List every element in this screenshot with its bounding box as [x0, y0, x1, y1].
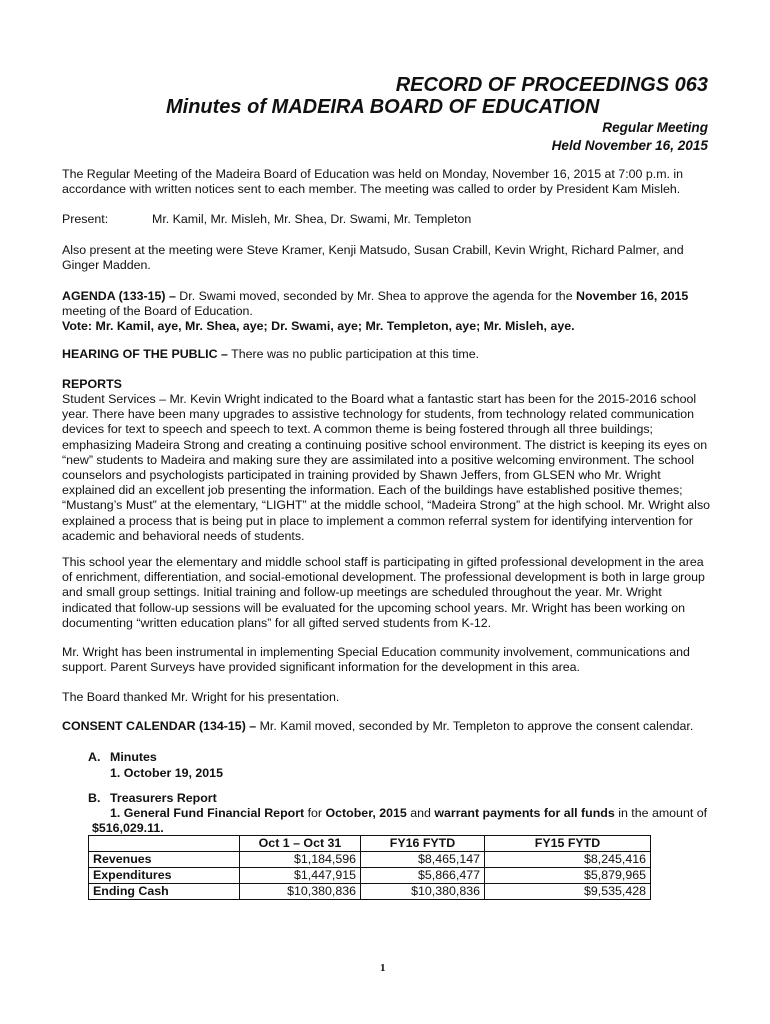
- table-cell: $5,866,477: [361, 868, 485, 884]
- table-cell: $8,465,147: [361, 852, 485, 868]
- table-cell: $5,879,965: [485, 868, 651, 884]
- table-cell: $9,535,428: [485, 884, 651, 900]
- row-label: Ending Cash: [89, 884, 240, 900]
- reports-paragraph-2: This school year the elementary and middle school staff is participating in gifted professional development in the area of enrichment, differentiation, and social-emotional development. The professional development is both in large group and small group settings. Initial training and follow-up meetings are scheduled throughout the year. Mr. Wright indicated that follow-up sessions will be evaluated for the upcoming school years. Mr. Wright has been working on documenting “written education plans” for all gifted served students from K-12.: [62, 555, 705, 630]
- meeting-type: Regular Meeting: [602, 120, 708, 135]
- reports-paragraph-3: Mr. Wright has been instrumental in implementing Special Education community involvement, communications and support. Parent Surveys have provided significant information for the development in this area.: [62, 645, 690, 675]
- present-names: Mr. Kamil, Mr. Misleh, Mr. Shea, Dr. Swami, Mr. Templeton: [152, 212, 472, 226]
- table-row: [89, 852, 651, 868]
- row-label: Expenditures: [89, 868, 240, 884]
- item-a-title: Minutes: [110, 750, 157, 764]
- table-cell: $10,380,836: [240, 884, 361, 900]
- treasurer-warrant: warrant payments for all funds: [434, 806, 615, 820]
- consent-item-a: [88, 750, 157, 764]
- table-header-cell: FY15 FYTD: [485, 836, 651, 852]
- table-cell: $8,245,416: [485, 852, 651, 868]
- table-header-row: [89, 836, 651, 852]
- table-header-cell: FY16 FYTD: [361, 836, 485, 852]
- minutes-title: Minutes of MADEIRA BOARD OF EDUCATION: [166, 96, 600, 118]
- agenda-date: November 16, 2015: [576, 289, 689, 303]
- item-b-label: B.: [88, 791, 101, 805]
- hearing-heading: HEARING OF THE PUBLIC –: [62, 347, 228, 361]
- hearing-text: There was no public participation at this time.: [227, 347, 480, 361]
- intro-paragraph: The Regular Meeting of the Madeira Board of Education was held on Monday, November 16, 2015 at 7:00 p.m. in accordance with written notices sent to each member. The meeting was called to order by President Kam Misleh.: [62, 167, 684, 197]
- agenda-text-1: Dr. Swami moved, seconded by Mr. Shea to approve the agenda for the: [175, 289, 577, 303]
- present-label: Present:: [62, 212, 109, 226]
- agenda-text-2: meeting of the Board of Education.: [62, 304, 253, 319]
- item-b-title: Treasurers Report: [110, 791, 217, 805]
- treasurer-report-line: [92, 806, 712, 836]
- treasurer-month: October, 2015: [325, 806, 407, 820]
- reports-heading: REPORTS: [62, 377, 122, 391]
- treasurer-text-2: and: [406, 806, 435, 820]
- table-row: [89, 868, 651, 884]
- consent-section: [62, 719, 712, 734]
- reports-paragraph-1: Student Services – Mr. Kevin Wright indicated to the Board what a fantastic start has been for the 2015-2016 school year. There have been many upgrades to assistive technology for students, from technology related communication devices for text to speech and speech to text. A common theme is being fostered through all three buildings; emphasizing Madeira Strong and creating a continuing positive school environment. The district is keeping its eyes on “new” students to Madeira and making sure they are assimilated into a positive welcoming environment. The school counselors and psychologists participated in training provided by Shawn Jeffers, from GLSEN who Mr. Wright explained did an excellent job presenting the information. Each of the buildings have established positive themes; “Mustang’s Must” at the elementary, “LIGHT” at the middle school, “Madeira Strong” at the high school. Mr. Wright also explained a process that is being put in place to implement a common referral system for identifying intervention for academic and behavioral needs of students.: [62, 392, 711, 543]
- hearing-section: [62, 347, 479, 361]
- present-line: [62, 212, 472, 226]
- treasurer-amount: $516,029.11.: [92, 821, 164, 836]
- consent-text: Mr. Kamil moved, seconded by Mr. Templeton to approve the consent calendar.: [256, 719, 694, 733]
- consent-heading: CONSENT CALENDAR (134-15) –: [62, 719, 257, 733]
- agenda-heading: AGENDA (133-15) –: [62, 289, 176, 303]
- reports-paragraph-4: The Board thanked Mr. Wright for his presentation.: [62, 690, 340, 704]
- financial-table: [88, 835, 651, 900]
- item-a-label: A.: [88, 750, 101, 764]
- treasurer-text-1: for: [304, 806, 326, 820]
- page-number: 1: [380, 962, 386, 974]
- table-header-cell: Oct 1 – Oct 31: [240, 836, 361, 852]
- table-row: [89, 884, 651, 900]
- row-label: Revenues: [89, 852, 240, 868]
- also-present-paragraph: Also present at the meeting were Steve Kramer, Kenji Matsudo, Susan Crabill, Kevin Wright, Richard Palmer, and Ginger Madden.: [62, 243, 684, 273]
- meeting-date: Held November 16, 2015: [551, 138, 708, 153]
- table-cell: $10,380,836: [361, 884, 485, 900]
- table-header-cell: [89, 836, 240, 852]
- agenda-section: [62, 289, 712, 319]
- table-cell: $1,447,915: [240, 868, 361, 884]
- agenda-vote: Vote: Mr. Kamil, aye, Mr. Shea, aye; Dr. Swami, aye; Mr. Templeton, aye; Mr. Misleh, aye.: [62, 319, 575, 333]
- treasurer-report-title: 1. General Fund Financial Report: [110, 806, 305, 820]
- treasurer-text-3: in the amount of: [614, 806, 708, 820]
- consent-item-b: [88, 791, 217, 805]
- minutes-date-item: 1. October 19, 2015: [110, 766, 223, 780]
- table-cell: $1,184,596: [240, 852, 361, 868]
- record-title: RECORD OF PROCEEDINGS 063: [395, 74, 708, 96]
